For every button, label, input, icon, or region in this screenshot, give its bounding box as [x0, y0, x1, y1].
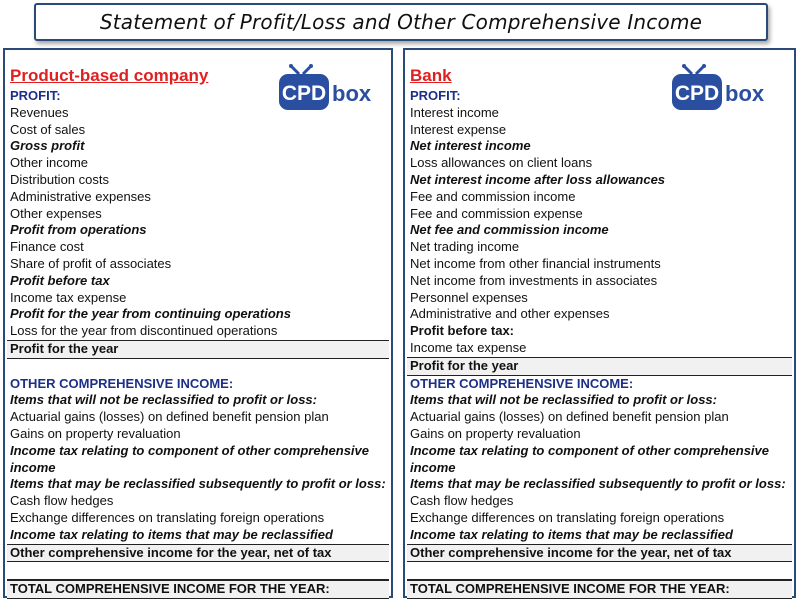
- subtotal-line: Profit from operations: [10, 222, 147, 238]
- line-item: Loss for the year from discontinued operations: [10, 323, 278, 339]
- page-title: Statement of Profit/Loss and Other Comprehensive Income: [99, 10, 703, 34]
- total-line: Profit for the year: [7, 340, 389, 359]
- subtotal-line: Profit for the year from continuing operations: [10, 306, 291, 322]
- line-item: Net income from other financial instruments: [410, 255, 661, 271]
- line-item: Distribution costs: [10, 171, 109, 187]
- spacer: [10, 359, 386, 376]
- product-company-panel: [3, 48, 393, 598]
- subsection-header: Items that will not be reclassified to profit or loss:: [10, 392, 317, 408]
- subsection-header: Items that will not be reclassified to profit or loss:: [410, 392, 717, 408]
- subtotal-line: Profit before tax:: [410, 323, 515, 339]
- subsection-header: Items that may be reclassified subsequently to profit or loss:: [10, 476, 386, 492]
- line-item: Income tax expense: [410, 339, 527, 355]
- line-item: Administrative and other expenses: [410, 306, 610, 322]
- line-item: Revenues: [10, 104, 69, 120]
- line-item: Cash flow hedges: [10, 493, 114, 509]
- line-item: Income tax expense: [10, 289, 127, 305]
- line-item: Net trading income: [410, 239, 520, 255]
- subtotal-line: Income tax relating to component of other comprehensive income: [10, 442, 370, 475]
- logo-cpd-text: CPD: [674, 82, 720, 105]
- total-line: Profit for the year: [407, 357, 792, 376]
- line-item: Net income from investments in associates: [410, 272, 658, 288]
- line-item: Actuarial gains (losses) on defined benefit pension plan: [410, 409, 729, 425]
- subtotal-line: Income tax relating to items that may be reclassified: [10, 526, 333, 542]
- line-item: Gains on property revaluation: [10, 425, 181, 441]
- line-item: Fee and commission expense: [410, 205, 583, 221]
- line-item: Actuarial gains (losses) on defined benefit pension plan: [10, 409, 329, 425]
- subtotal-line: Net interest income: [410, 138, 531, 154]
- bank-panel: [403, 48, 796, 598]
- line-item: Finance cost: [10, 239, 84, 255]
- total-line: Other comprehensive income for the year, net of tax: [7, 544, 389, 563]
- line-item: Cash flow hedges: [410, 493, 514, 509]
- panel-heading: Bank: [410, 66, 452, 85]
- line-item: Other expenses: [10, 205, 102, 221]
- section-header: PROFIT:: [410, 88, 461, 103]
- subtotal-line: Income tax relating to items that may be reclassified: [410, 526, 733, 542]
- logo-cpd-text: CPD: [281, 82, 327, 105]
- line-item: Exchange differences on translating foreign operations: [410, 509, 725, 525]
- spacer: [7, 562, 389, 580]
- line-item: Share of profit of associates: [10, 255, 172, 271]
- line-item: Personnel expenses: [410, 289, 528, 305]
- spacer: [407, 562, 792, 580]
- line-item: Interest income: [410, 104, 499, 120]
- subtotal-line: Net interest income after loss allowances: [410, 171, 666, 187]
- section-header: OTHER COMPREHENSIVE INCOME:: [10, 375, 234, 391]
- total-line: Other comprehensive income for the year, net of tax: [407, 544, 792, 563]
- grand-total-line: TOTAL COMPREHENSIVE INCOME FOR THE YEAR:: [7, 580, 389, 599]
- section-header: PROFIT:: [10, 88, 61, 103]
- line-item: Loss allowances on client loans: [410, 155, 593, 171]
- subtotal-line: Net fee and commission income: [410, 222, 609, 238]
- line-item: Administrative expenses: [10, 188, 151, 204]
- logo-box-text: box: [332, 81, 372, 106]
- panel-heading: Product-based company: [10, 66, 209, 85]
- logo-box-text: box: [725, 81, 765, 106]
- subtotal-line: Gross profit: [10, 138, 85, 154]
- line-item: Interest expense: [410, 121, 507, 137]
- title-banner: [34, 3, 768, 41]
- line-item: Cost of sales: [10, 121, 86, 137]
- line-item: Other income: [10, 155, 89, 171]
- subsection-header: Items that may be reclassified subsequently to profit or loss:: [410, 476, 786, 492]
- line-item: Fee and commission income: [410, 188, 576, 204]
- section-header: OTHER COMPREHENSIVE INCOME:: [410, 375, 634, 391]
- line-item: Gains on property revaluation: [410, 425, 581, 441]
- subtotal-line: Profit before tax: [10, 272, 110, 288]
- line-item: Exchange differences on translating foreign operations: [10, 509, 325, 525]
- subtotal-line: Income tax relating to component of other comprehensive income: [410, 442, 770, 475]
- grand-total-line: TOTAL COMPREHENSIVE INCOME FOR THE YEAR:: [407, 580, 792, 599]
